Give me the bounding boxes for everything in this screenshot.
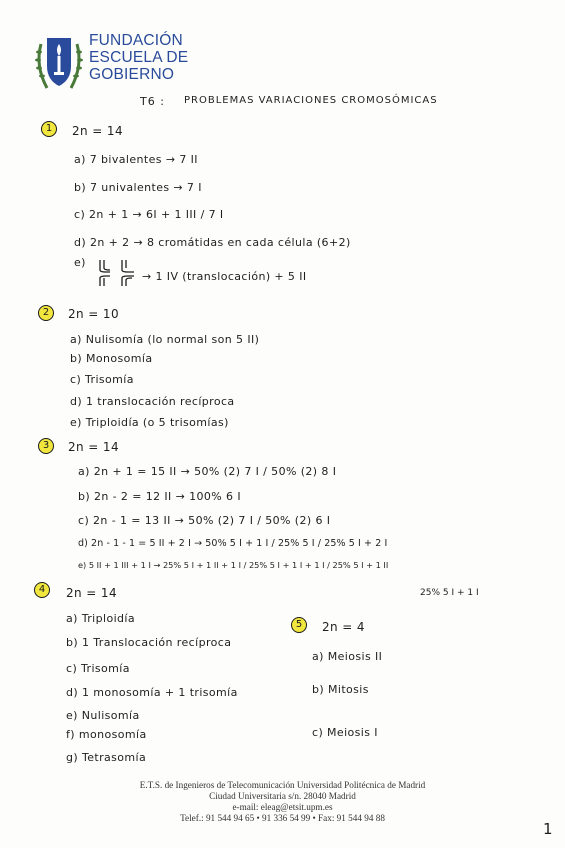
problem-1-item-b: b) 7 univalentes → 7 I — [74, 181, 202, 194]
footer-line-1: E.T.S. de Ingenieros de Telecomunicación Universidad Politécnica de Madrid — [139, 780, 426, 790]
problem-3-heading: 2n = 14 — [68, 440, 119, 454]
problem-5-item-b: b) Mitosis — [312, 683, 369, 696]
problem-2-heading: 2n = 10 — [68, 307, 119, 321]
problem-1-item-a: a) 7 bivalentes → 7 II — [74, 153, 198, 166]
problem-3-item-e-cont: 25% 5 I + 1 I — [420, 588, 479, 598]
problem-5-heading: 2n = 4 — [322, 620, 365, 634]
problem-3-item-c: c) 2n - 1 = 13 II → 50% (2) 7 I / 50% (2) 6 I — [78, 514, 331, 527]
problem-2-item-a: a) Nulisomía (lo normal son 5 II) — [70, 333, 260, 346]
page-number: 1 — [543, 820, 553, 838]
problem-1-item-d: d) 2n + 2 → 8 cromátidas en cada célula (6+2) — [74, 236, 351, 249]
problem-4-heading: 2n = 14 — [66, 586, 117, 600]
problem-5-number: 5 — [291, 617, 307, 633]
problem-4-number: 4 — [34, 582, 50, 598]
problem-4-item-g: g) Tetrasomía — [66, 751, 147, 764]
org-name-line1: FUNDACIÓN — [89, 32, 183, 49]
problem-4-item-b: b) 1 Translocación recíproca — [66, 636, 232, 649]
problem-1-number: 1 — [41, 121, 57, 137]
problem-4-item-e: e) Nulisomía — [66, 709, 140, 722]
title-prefix: T6 : — [140, 95, 165, 108]
problem-4-item-d: d) 1 monosomía + 1 trisomía — [66, 686, 238, 699]
problem-4-item-c: c) Trisomía — [66, 662, 130, 675]
logo — [33, 26, 193, 96]
problem-5-item-c: c) Meiosis I — [312, 726, 378, 739]
problem-2-item-b: b) Monosomía — [70, 352, 153, 365]
chromosome-cross-icon — [96, 258, 140, 290]
problem-2-item-e: e) Triploidía (o 5 trisomías) — [70, 416, 229, 429]
footer-line-3: e-mail: eleag@etsit.upm.es — [232, 802, 333, 812]
org-name-line2: ESCUELA DE — [89, 49, 189, 66]
org-name — [89, 32, 188, 83]
problem-5-item-a: a) Meiosis II — [312, 650, 383, 663]
problem-4-item-a: a) Triploidía — [66, 612, 136, 625]
footer-line-2: Ciudad Universitaria s/n. 28040 Madrid — [209, 791, 356, 801]
problem-3-item-d: d) 2n - 1 - 1 = 5 II + 2 I → 50% 5 I + 1 I / 25% 5 I / 25% 5 I + 2 I — [78, 538, 388, 549]
org-name-line3: GOBIERNO — [89, 66, 175, 83]
problem-1-heading: 2n = 14 — [72, 124, 123, 138]
problem-3-number: 3 — [38, 438, 54, 454]
problem-1-item-e-label: e) — [74, 256, 86, 269]
problem-2-item-c: c) Trisomía — [70, 373, 134, 386]
problem-1-item-e: → 1 IV (translocación) + 5 II — [142, 270, 307, 283]
problem-1-item-c: c) 2n + 1 → 6I + 1 III / 7 I — [74, 208, 224, 221]
footer-line-4: Telef.: 91 544 94 65 • 91 336 54 99 • Fax: 91 544 94 88 — [180, 813, 385, 823]
problem-3-item-b: b) 2n - 2 = 12 II → 100% 6 I — [78, 490, 241, 503]
problem-3-item-a: a) 2n + 1 = 15 II → 50% (2) 7 I / 50% (2) 8 I — [78, 465, 337, 478]
problem-3-item-e: e) 5 II + 1 III + 1 I → 25% 5 I + 1 II + 1 I / 25% 5 I + 1 I + 1 I / 25% 5 I + 1 II — [78, 560, 389, 570]
problem-2-item-d: d) 1 translocación recíproca — [70, 395, 235, 408]
page-title: PROBLEMAS VARIACIONES CROMOSÓMICAS — [184, 95, 438, 106]
problem-4-item-f: f) monosomía — [66, 728, 147, 741]
crest-icon — [33, 26, 85, 96]
problem-2-number: 2 — [38, 305, 54, 321]
